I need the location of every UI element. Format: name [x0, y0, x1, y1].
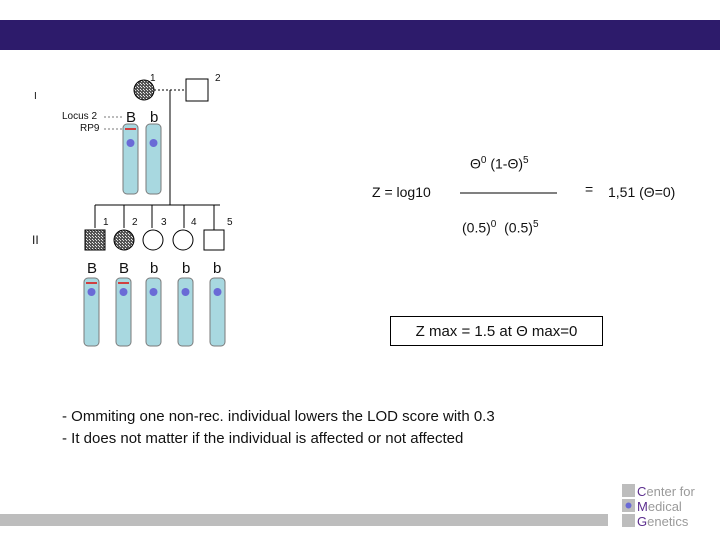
formula-lhs: Z = log10 — [372, 184, 431, 200]
gen2-allele-3: b — [150, 260, 159, 277]
gen2-individual-5-symbol — [204, 230, 224, 250]
generation-label-1: I — [34, 91, 37, 102]
formula-result: 1,51 (Θ=0) — [608, 184, 676, 200]
logo-line-2: M edical — [637, 498, 682, 514]
gen2-individual-3-symbol — [143, 230, 163, 250]
center-medical-genetics-logo — [622, 484, 695, 529]
gen2-number-3: 3 — [161, 217, 167, 228]
logo-line-3: G enetics — [637, 513, 689, 529]
gen2-number-4: 4 — [191, 217, 197, 228]
gen1-chromosome-b — [146, 124, 161, 194]
formula-equals: = — [585, 181, 594, 197]
gen2-individual-2-symbol — [114, 230, 134, 250]
footer-bar — [0, 514, 608, 526]
logo-line-1: C enter for — [637, 483, 695, 499]
gen1-number-2: 2 — [215, 73, 221, 84]
gen2-allele-1: B — [87, 260, 98, 277]
gen1-allele-b: b — [150, 109, 159, 126]
gen2-allele-5: b — [213, 260, 222, 277]
note-line-1: - Ommiting one non-rec. individual lowers the LOD score with 0.3 — [62, 408, 495, 425]
generation-label-2: II — [32, 233, 39, 247]
zmax-box: Z max = 1.5 at Θ max=0 — [390, 316, 603, 346]
gen1-number-1: 1 — [150, 73, 156, 84]
gen2-allele-4: b — [182, 260, 191, 277]
gen2-number-2: 2 — [132, 217, 138, 228]
formula-numerator: $\Theta^0$ $(1-\Theta)^5$ — [470, 155, 529, 172]
gen2-number-5: 5 — [227, 217, 233, 228]
gen2-individual-4-symbol — [173, 230, 193, 250]
rp9-label: RP9 — [80, 123, 100, 134]
gen2-individual-1-symbol — [85, 230, 105, 250]
notes — [62, 406, 495, 450]
locus-label: Locus 2 — [62, 111, 98, 122]
gen1-chromosome-B — [123, 124, 138, 194]
gen2-allele-2: B — [119, 260, 130, 277]
gen1-individual-2-symbol — [186, 79, 208, 101]
gen2-number-1: 1 — [103, 217, 109, 228]
gen1-allele-B: B — [126, 109, 137, 126]
formula-denominator: $(0.5)^0$ $(0.5)^5$ — [462, 219, 539, 236]
note-line-2: - It does not matter if the individual is affected or not affected — [62, 430, 464, 447]
